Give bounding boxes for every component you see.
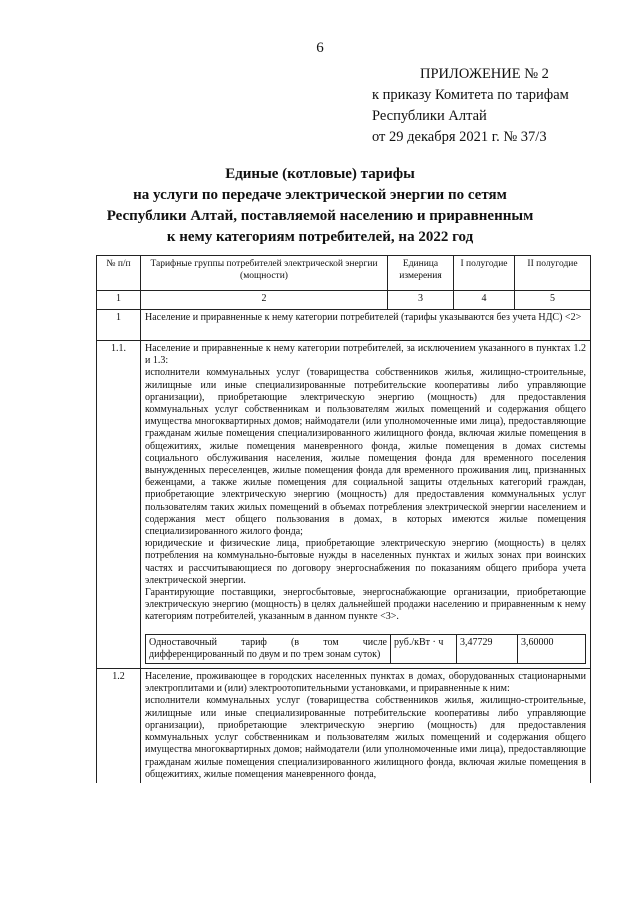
table-header-row <box>97 256 591 291</box>
col-number: 4 <box>454 291 515 310</box>
row-paragraph: исполнители коммунальных услуг (товарищества собственников жилья, жилищно-строительные, жилищные или иные специализированные потребительские кооперативы либо управляющие организации), приобретающие электрическую энергию (мощность) для предоставления коммунальных услуг собственникам и пользователям жилых помещений и содержания общего имущества многоквартирных домов; наймодатели (или уполномоченные ими лица), предоставляющие гражданам жилые помещения специализированного жилищного фонда, включая жилые помещения в общежитиях, жилые помещения маневренного фонда, <box>145 695 586 780</box>
appendix-title: ПРИЛОЖЕНИЕ № 2 <box>420 66 549 82</box>
header-num: № п/п <box>97 256 141 291</box>
tariff-table <box>96 255 591 783</box>
header-groups: Тарифные группы потребителей электрической энергии (мощности) <box>141 256 388 291</box>
col-number: 2 <box>141 291 388 310</box>
appendix-date: от 29 декабря 2021 г. № 37/3 <box>372 129 547 145</box>
page-number: 6 <box>316 40 324 56</box>
tariff-h2-value: 3,60000 <box>518 634 586 663</box>
tariff-label: Одноставочный тариф (в том числе дифференцированный по двум и по трем зонам суток) <box>146 634 391 663</box>
title-line: Республики Алтай, поставляемой населению и приравненным <box>106 208 534 224</box>
row-number: 1.2 <box>97 669 141 783</box>
header-h2: II полугодие <box>515 256 591 291</box>
appendix-line: Республики Алтай <box>372 108 487 124</box>
tariff-h1-value: 3,47729 <box>457 634 518 663</box>
row-paragraph: Гарантирующие поставщики, энергосбытовые, энергоснабжающие организации, приобретающие электрическую энергию (мощность) в целях дальнейшей продажи населению и приравненным к нему категориям потребителей, указанным в данном пункте <3>. <box>145 587 586 623</box>
row-content <box>141 669 591 783</box>
col-number: 5 <box>515 291 591 310</box>
header-unit: Единица измерения <box>388 256 454 291</box>
row-paragraph: Население и приравненные к нему категории потребителей, за исключением указанного в пунктах 1.2 и 1.3: <box>145 343 586 367</box>
row-number: 1.1. <box>97 341 141 669</box>
row-paragraph: исполнители коммунальных услуг (товарищества собственников жилья, жилищно-строительные, жилищные или иные специализированные потребительские кооперативы либо управляющие организации), приобретающие электрическую энергию (мощность) для предоставления коммунальных услуг собственникам и пользователям жилых помещений и содержания общего имущества многоквартирных домов; наймодатели (или уполномоченные ими лица), предоставляющие гражданам жилые помещения специализированного жилищного фонда, включая жилые помещения в общежитиях, жилые помещения маневренного фонда, жилые помещения в домах системы социального обслуживания населения, жилые помещения фонда для временного поселения вынужденных переселенцев, жилые помещения фонда для временного проживания лиц, признанных беженцами, а также жилые помещения для социальной защиты отдельных категорий граждан, приобретающие электрическую энергию (мощность) для предоставления коммунальных услуг пользователям таких жилых помещений в объемах потребления электрической энергии населением и содержания мест общего пользования в домах, в которых имеются жилые помещения специализированного жилого фонда; <box>145 367 586 538</box>
table-row <box>97 669 591 783</box>
tariff-row <box>146 634 586 663</box>
appendix-line: к приказу Комитета по тарифам <box>372 87 569 103</box>
row-text: Население и приравненные к нему категории потребителей (тарифы указываются без учета НДС) <2> <box>141 310 591 341</box>
table-row <box>97 310 591 341</box>
row-paragraph: Население, проживающее в городских населенных пунктах в домах, оборудованных стационарными электроплитами и (или) электроотопительными установками, и приравненные к ним: <box>145 671 586 695</box>
title-line: к нему категориям потребителей, на 2022 год <box>166 229 474 245</box>
col-number: 3 <box>388 291 454 310</box>
title-line: на услуги по передаче электрической энергии по сетям <box>133 187 507 203</box>
title-line: Единые (котловые) тарифы <box>225 166 415 182</box>
document-title <box>60 164 580 248</box>
col-number: 1 <box>97 291 141 310</box>
row-paragraph: юридические и физические лица, приобретающие электрическую энергию (мощность) в целях потребления на коммунально-бытовые нужды в населенных пунктах и жилых зонах при воинских частях и рассчитывающиеся по договору энергоснабжения по показаниям общего прибора учета электрической энергии. <box>145 538 586 586</box>
table-row <box>97 341 591 669</box>
column-number-row <box>97 291 591 310</box>
tariff-subtable <box>145 634 586 664</box>
tariff-unit: руб./кВт · ч <box>391 634 457 663</box>
appendix-block <box>372 64 622 148</box>
row-content <box>141 341 591 669</box>
header-h1: I полугодие <box>454 256 515 291</box>
row-number: 1 <box>97 310 141 341</box>
